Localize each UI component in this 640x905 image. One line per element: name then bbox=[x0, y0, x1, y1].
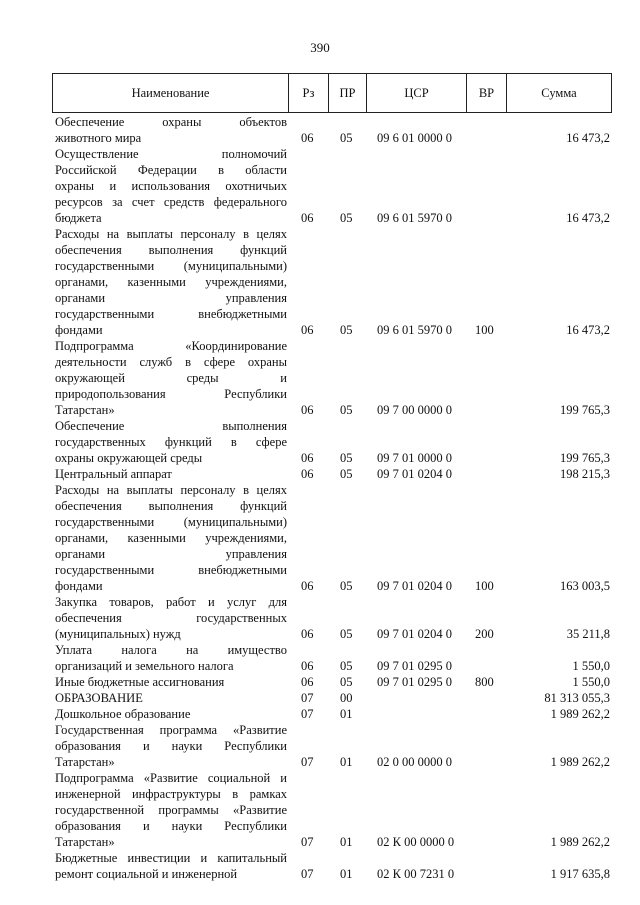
row-name-line: ОБРАЗОВАНИЕ bbox=[55, 691, 143, 705]
row-rz: 06 bbox=[301, 675, 314, 689]
row-sum: 198 215,3 bbox=[560, 467, 610, 481]
row-sum: 35 211,8 bbox=[566, 627, 610, 641]
table-row bbox=[0, 338, 640, 418]
row-rz: 07 bbox=[301, 691, 314, 705]
table-row bbox=[0, 770, 640, 850]
row-csr: 09 7 01 0204 0 bbox=[377, 467, 452, 481]
row-sum: 1 550,0 bbox=[572, 675, 610, 689]
row-name-line: государственными (муниципальными) bbox=[55, 515, 287, 529]
row-name-line: бюджета bbox=[55, 211, 102, 225]
table-row bbox=[0, 226, 640, 338]
table-row bbox=[0, 674, 640, 690]
row-name bbox=[55, 674, 287, 690]
row-csr: 09 7 00 0000 0 bbox=[377, 403, 452, 417]
header-rz: Рз bbox=[289, 74, 329, 112]
table-header bbox=[52, 73, 612, 113]
row-name-line: обеспечения выполнения функций bbox=[55, 243, 287, 257]
row-name-line: Расходы на выплаты персоналу в целях bbox=[55, 483, 287, 497]
row-name-line: деятельности служб в сфере охраны bbox=[55, 355, 287, 369]
row-name bbox=[55, 722, 287, 770]
row-pr: 05 bbox=[340, 211, 353, 225]
row-name bbox=[55, 690, 287, 706]
table-row bbox=[0, 642, 640, 674]
row-pr: 05 bbox=[340, 675, 353, 689]
row-name-line: обеспечения выполнения функций bbox=[55, 499, 287, 513]
row-sum: 16 473,2 bbox=[566, 323, 610, 337]
row-name-line: государственной программы «Развитие bbox=[55, 803, 287, 817]
row-pr: 00 bbox=[340, 691, 353, 705]
row-name bbox=[55, 418, 287, 466]
row-rz: 07 bbox=[301, 707, 314, 721]
row-name-line: органами, казенными учреждениями, bbox=[55, 275, 287, 289]
row-pr: 01 bbox=[340, 755, 353, 769]
row-name-line: охраны и использования охотничьих bbox=[55, 179, 287, 193]
row-rz: 06 bbox=[301, 451, 314, 465]
row-pr: 01 bbox=[340, 835, 353, 849]
row-csr: 09 7 01 0295 0 bbox=[377, 675, 452, 689]
row-name-line: фондами bbox=[55, 323, 103, 337]
row-pr: 05 bbox=[340, 403, 353, 417]
table-row bbox=[0, 466, 640, 482]
row-name-line: животного мира bbox=[55, 131, 142, 145]
row-name bbox=[55, 642, 287, 674]
row-name-line: Татарстан» bbox=[55, 755, 115, 769]
row-name-line: охраны окружающей среды bbox=[55, 451, 203, 465]
row-name-line: Обеспечение охраны объектов bbox=[55, 115, 287, 129]
row-name-line: государственными внебюджетными bbox=[55, 563, 287, 577]
row-name bbox=[55, 466, 287, 482]
row-rz: 07 bbox=[301, 835, 314, 849]
row-csr: 09 6 01 5970 0 bbox=[377, 323, 452, 337]
row-sum: 1 989 262,2 bbox=[550, 755, 610, 769]
row-name-line: государственными (муниципальными) bbox=[55, 259, 287, 273]
row-name-line: государственных функций в сфере bbox=[55, 435, 287, 449]
header-sum: Сумма bbox=[541, 86, 577, 100]
row-name-line: (муниципальных) нужд bbox=[55, 627, 181, 641]
row-name-line: ремонт социальной и инженерной bbox=[55, 867, 238, 881]
row-name-line: государственными внебюджетными bbox=[55, 307, 287, 321]
row-name-line: Бюджетные инвестиции и капитальный bbox=[55, 851, 287, 865]
row-pr: 05 bbox=[340, 627, 353, 641]
row-csr: 09 6 01 0000 0 bbox=[377, 131, 452, 145]
row-sum: 163 003,5 bbox=[560, 579, 610, 593]
row-name-line: Подпрограмма «Развитие социальной и bbox=[55, 771, 287, 785]
row-sum: 1 989 262,2 bbox=[550, 835, 610, 849]
row-rz: 06 bbox=[301, 131, 314, 145]
table-row bbox=[0, 418, 640, 466]
row-name-line: Подпрограмма «Координирование bbox=[55, 339, 287, 353]
row-name-line: органами управления bbox=[55, 547, 287, 561]
row-name bbox=[55, 770, 287, 850]
row-rz: 07 bbox=[301, 755, 314, 769]
row-name-line: Государственная программа «Развитие bbox=[55, 723, 287, 737]
row-rz: 06 bbox=[301, 403, 314, 417]
row-name-line: Обеспечение выполнения bbox=[55, 419, 287, 433]
table-row bbox=[0, 146, 640, 226]
row-name-line: Татарстан» bbox=[55, 403, 115, 417]
table-row bbox=[0, 482, 640, 594]
row-pr: 05 bbox=[340, 467, 353, 481]
row-csr: 02 К 00 0000 0 bbox=[377, 835, 455, 849]
row-name-line: обеспечения государственных bbox=[55, 611, 287, 625]
row-rz: 06 bbox=[301, 323, 314, 337]
row-name-line: Центральный аппарат bbox=[55, 467, 172, 481]
row-name-line: Осуществление полномочий bbox=[55, 147, 287, 161]
row-csr: 02 К 00 7231 0 bbox=[377, 867, 455, 881]
row-name bbox=[55, 594, 287, 642]
row-name-line: образования и науки Республики bbox=[55, 819, 287, 833]
row-pr: 05 bbox=[340, 451, 353, 465]
row-vr: 800 bbox=[475, 675, 494, 689]
header-csr: ЦСР bbox=[367, 74, 467, 112]
table-row bbox=[0, 690, 640, 706]
row-sum: 1 989 262,2 bbox=[550, 707, 610, 721]
table-row bbox=[0, 722, 640, 770]
row-pr: 05 bbox=[340, 323, 353, 337]
row-csr: 09 7 01 0295 0 bbox=[377, 659, 452, 673]
row-rz: 06 bbox=[301, 211, 314, 225]
row-csr: 09 6 01 5970 0 bbox=[377, 211, 452, 225]
row-rz: 06 bbox=[301, 467, 314, 481]
row-name-line: инженерной инфраструктуры в рамках bbox=[55, 787, 287, 801]
row-sum: 199 765,3 bbox=[560, 403, 610, 417]
row-name-line: Закупка товаров, работ и услуг для bbox=[55, 595, 287, 609]
row-rz: 06 bbox=[301, 579, 314, 593]
row-csr: 09 7 01 0000 0 bbox=[377, 451, 452, 465]
row-name-line: органами управления bbox=[55, 291, 287, 305]
row-pr: 01 bbox=[340, 867, 353, 881]
row-name bbox=[55, 226, 287, 338]
row-name-line: Расходы на выплаты персоналу в целях bbox=[55, 227, 287, 241]
row-name-line: окружающей среды и bbox=[55, 371, 287, 385]
row-rz: 06 bbox=[301, 659, 314, 673]
row-name bbox=[55, 146, 287, 226]
table-row bbox=[0, 594, 640, 642]
row-name bbox=[55, 850, 287, 882]
row-name-line: Уплата налога на имущество bbox=[55, 643, 287, 657]
row-sum: 199 765,3 bbox=[560, 451, 610, 465]
row-name bbox=[55, 338, 287, 418]
row-csr: 09 7 01 0204 0 bbox=[377, 579, 452, 593]
row-name-line: природопользования Республики bbox=[55, 387, 287, 401]
row-name-line: фондами bbox=[55, 579, 103, 593]
row-name-line: Российской Федерации в области bbox=[55, 163, 287, 177]
row-csr: 02 0 00 0000 0 bbox=[377, 755, 452, 769]
row-name-line: Дошкольное образование bbox=[55, 707, 191, 721]
row-name-line: Иные бюджетные ассигнования bbox=[55, 675, 225, 689]
row-name-line: Татарстан» bbox=[55, 835, 115, 849]
row-sum: 1 550,0 bbox=[572, 659, 610, 673]
row-sum: 81 313 055,3 bbox=[544, 691, 610, 705]
header-vr: ВР bbox=[467, 74, 507, 112]
row-name bbox=[55, 114, 287, 146]
row-vr: 200 bbox=[475, 627, 494, 641]
header-pr: ПР bbox=[329, 74, 367, 112]
header-name: Наименование bbox=[53, 74, 289, 112]
row-rz: 07 bbox=[301, 867, 314, 881]
row-name bbox=[55, 482, 287, 594]
row-pr: 05 bbox=[340, 579, 353, 593]
row-name-line: организаций и земельного налога bbox=[55, 659, 234, 673]
row-sum: 1 917 635,8 bbox=[550, 867, 610, 881]
row-sum: 16 473,2 bbox=[566, 131, 610, 145]
row-vr: 100 bbox=[475, 323, 494, 337]
page-number: 390 bbox=[310, 40, 330, 55]
row-name-line: образования и науки Республики bbox=[55, 739, 287, 753]
row-sum: 16 473,2 bbox=[566, 211, 610, 225]
row-csr: 09 7 01 0204 0 bbox=[377, 627, 452, 641]
row-pr: 05 bbox=[340, 131, 353, 145]
row-name-line: ресурсов за счет средств федерального bbox=[55, 195, 287, 209]
table-row bbox=[0, 850, 640, 882]
row-pr: 05 bbox=[340, 659, 353, 673]
row-name bbox=[55, 706, 287, 722]
row-vr: 100 bbox=[475, 579, 494, 593]
row-rz: 06 bbox=[301, 627, 314, 641]
table-row bbox=[0, 114, 640, 146]
row-pr: 01 bbox=[340, 707, 353, 721]
table-body bbox=[0, 114, 640, 882]
table-row bbox=[0, 706, 640, 722]
row-name-line: органами, казенными учреждениями, bbox=[55, 531, 287, 545]
